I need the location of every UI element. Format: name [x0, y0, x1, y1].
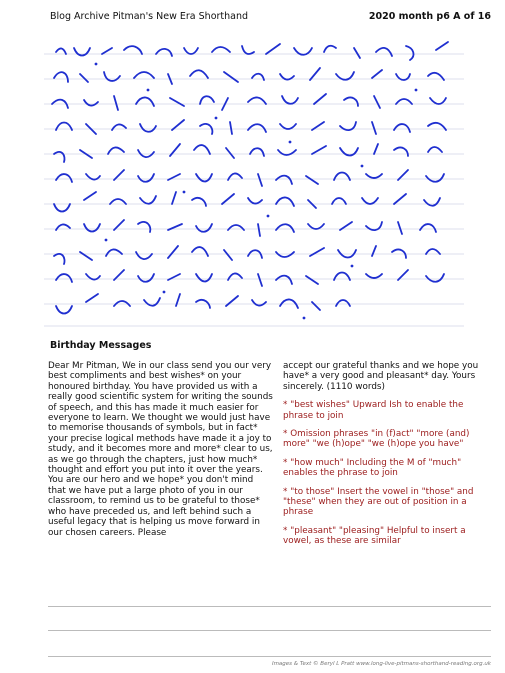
page-indicator: 2020 month p6 A of 16 [368, 11, 491, 22]
letter-text-right [283, 361, 493, 547]
letter-closing: accept our grateful thanks and we hope you have* a very good and pleasant* day. Yours sincerely. (1110 words) [283, 361, 479, 392]
blank-line [48, 656, 491, 657]
note-best-wishes: * "best wishes" Upward Ish to enable the phrase to join [283, 400, 464, 421]
note-omission-phrases: * Omission phrases "in (f)act" "more (and) more" "we (h)ope" "we (h)ope you have" [283, 429, 470, 450]
blank-line [48, 630, 491, 631]
note-to-those: * "to those" Insert the vowel in "those" and "these" when they are out of position in a phrase [283, 486, 474, 518]
page-header [50, 11, 491, 25]
blank-line [48, 606, 491, 607]
letter-text-left [48, 361, 273, 538]
shorthand-image [44, 34, 464, 334]
copyright-footer: Images & Text © Beryl L Pratt www.long-live-pitmans-shorthand-reading.org.uk [271, 661, 491, 667]
letter-body: Dear Mr Pitman, We in our class send you our very best compliments and best wishes* on your honoured birthday. You have provided us with a really good scientific system for writing the sounds of speech, and this has made it much easier for everyone to learn. We thought we would just have to memorise thousands of symbols, but in fact* your precise logical methods have made it a joy to study, and it becomes more and more* clear to us, as we go through the chapters, just how much* thought and effort you put into it over the years. You are our hero and we hope* you don't mind that we have put a large photo of you in our classroom, to remind us to be grateful to those* who have preceded us, and left behind such a useful legacy that is helping us move forward in our chosen careers. Please [48, 361, 273, 538]
section-title: Birthday Messages [50, 340, 152, 351]
note-how-much: * "how much" Including the M of "much" enables the phrase to join [283, 457, 462, 479]
note-pleasant: * "pleasant" "pleasing" Helpful to insert a vowel, as these are similar [283, 525, 466, 547]
blog-title: Blog Archive Pitman's New Era Shorthand [50, 11, 249, 22]
